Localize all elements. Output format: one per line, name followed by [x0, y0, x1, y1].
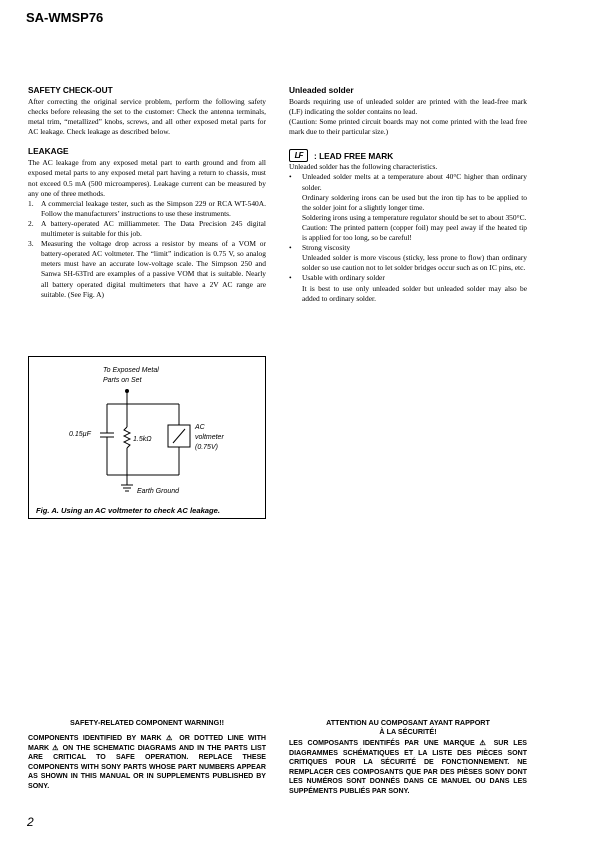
label-exposed-metal-line1: To Exposed Metal: [103, 367, 159, 374]
safety-warning-english: [28, 718, 266, 792]
warning-body: LES COMPOSANTS IDENTIFÉS PAR UNE MARQUE ⚠ SUR LES DIAGRAMMES SCHÉMATIQUES ET LA LISTE DES PIÈCES SONT CRITIQUES POUR LA SÉCURITÉ DE FONCTIONNEMENT. NE REMPLACER CES COMPOSANTS QUE PAR DES PIÈSES SONY DONT LES NUMÉROS SONT DONNÉS DANS CE MANUEL OU DANS LES SUPPÉMENTS PUBLIÉS PAR SONY.: [289, 740, 527, 795]
list-text: A battery-operated AC milliammeter. The Data Precision 245 digital multimeter is suitable for this job.: [41, 218, 266, 239]
capacitor-label: 0.15µF: [69, 431, 91, 438]
safety-checkout-heading: SAFETY CHECK-OUT: [28, 85, 113, 95]
bullet: •: [289, 243, 292, 253]
page-number: 2: [27, 815, 34, 829]
lead-free-mark-heading-row: [289, 149, 527, 162]
list-text: Unleaded solder is more viscous (sticky, less prone to flow) than ordinary solder so use caution not to let solder bridges occur such as on IC pins, etc.: [302, 253, 527, 273]
list-item: [289, 273, 527, 303]
list-text: Usable with ordinary solder: [302, 273, 385, 283]
list-number: 3.: [28, 239, 34, 249]
warning-body: COMPONENTS IDENTIFIED BY MARK ⚠ OR DOTTED LINE WITH MARK ⚠ ON THE SCHEMATIC DIAGRAMS AND IN THE PARTS LIST ARE CRITICAL TO SAFE OPERATION. REPLACE THESE COMPONENTS WITH SONY PARTS WHOSE PART NUMBERS APPEAR AS SHOWN IN THIS MANUAL OR IN SUPPLEMENTS PUBLISHED BY SONY.: [28, 735, 266, 790]
list-text: Unleaded solder melts at a temperature about 40°C higher than ordinary solder.: [302, 172, 527, 192]
list-text: Ordinary soldering irons can be used but the iron tip has to be applied to the solder joint for a slightly longer time.: [302, 192, 527, 212]
meter-label-line1: AC: [195, 424, 205, 431]
warning-title-line1: ATTENTION AU COMPOSANT AYANT RAPPORT: [326, 718, 490, 727]
bullet: •: [289, 273, 292, 283]
unleaded-solder-body-1: Boards requiring use of unleaded solder are printed with the lead-free mark (LF) indicating the solder contains no lead.: [289, 97, 527, 117]
figure-a: [28, 356, 266, 519]
list-number: 2.: [28, 218, 34, 228]
warning-title-line2: À LA SÉCURITÉ!: [379, 727, 437, 736]
list-number: 1.: [28, 198, 34, 208]
list-text: It is best to use only unleaded solder but unleaded solder may also be added to ordinary solder.: [302, 283, 527, 303]
warning-title: SAFETY-RELATED COMPONENT WARNING!!: [70, 718, 224, 727]
meter-label-line3: (0.75V): [195, 444, 218, 451]
figure-caption: Fig. A. Using an AC voltmeter to check AC leakage.: [36, 506, 220, 515]
list-text: A commercial leakage tester, such as the Simpson 229 or RCA WT-540A. Follow the manufacturers’ instructions to use these instruments.: [41, 198, 266, 218]
safety-checkout-body: After correcting the original service problem, perform the following safety checks before releasing the set to the customer: Check the antenna terminals, metal trim, “metallized” knobs, screws, and all other exposed metal parts for AC leakage. Check leakage as described below.: [28, 97, 266, 137]
leakage-heading: LEAKAGE: [28, 146, 69, 157]
list-item: [28, 239, 266, 300]
left-column: [28, 85, 266, 300]
list-text: Measuring the voltage drop across a resistor by means of a VOM or battery-operated AC voltmeter. The “limit” indication is 0.75 V, so analog meters must have an accurate low-voltage scale. The Simpson 250 and Sanwa SH-63Trd are examples of a passive VOM that is suitable. Nearly all battery operated digital multimeters that have a 2V AC range are suitable. (See Fig. A): [41, 239, 266, 299]
leakage-body: The AC leakage from any exposed metal part to earth ground and from all exposed metal parts to any exposed metal part having a return to chassis, must not exceed 0.5 mA (500 microamperes). Leakage current can be measured by any one of three methods.: [28, 158, 266, 198]
right-column: [289, 85, 527, 304]
list-text: Soldering irons using a temperature regulator should be set to about 350°C.: [302, 212, 527, 222]
unleaded-solder-heading: Unleaded solder: [289, 85, 354, 95]
resistor-label: 1.5kΩ: [133, 436, 152, 443]
lead-free-intro: Unleaded solder has the following characteristics.: [289, 162, 438, 172]
list-text: Strong viscosity: [302, 243, 351, 253]
leakage-methods-list: [28, 199, 266, 300]
lead-free-characteristics-list: [289, 172, 527, 303]
earth-ground-label: Earth Ground: [137, 488, 180, 495]
unleaded-solder-body-2: (Caution: Some printed circuit boards may not come printed with the lead free mark due to their particular size.): [289, 117, 527, 137]
bullet: •: [289, 172, 292, 182]
lead-free-mark-heading: : LEAD FREE MARK: [314, 150, 394, 161]
list-item: [28, 199, 266, 219]
list-item: [28, 219, 266, 239]
lead-free-mark-icon: LF: [289, 149, 308, 162]
meter-label-line2: voltmeter: [195, 434, 224, 441]
list-text: Caution: The printed pattern (copper foil) may peel away if the heated tip is applied for too long, so be careful!: [302, 222, 527, 243]
list-item: [289, 172, 527, 243]
model-number: SA-WMSP76: [26, 10, 104, 25]
list-item: [289, 243, 527, 273]
safety-warning-french: [289, 718, 527, 797]
label-exposed-metal-line2: Parts on Set: [103, 377, 142, 384]
